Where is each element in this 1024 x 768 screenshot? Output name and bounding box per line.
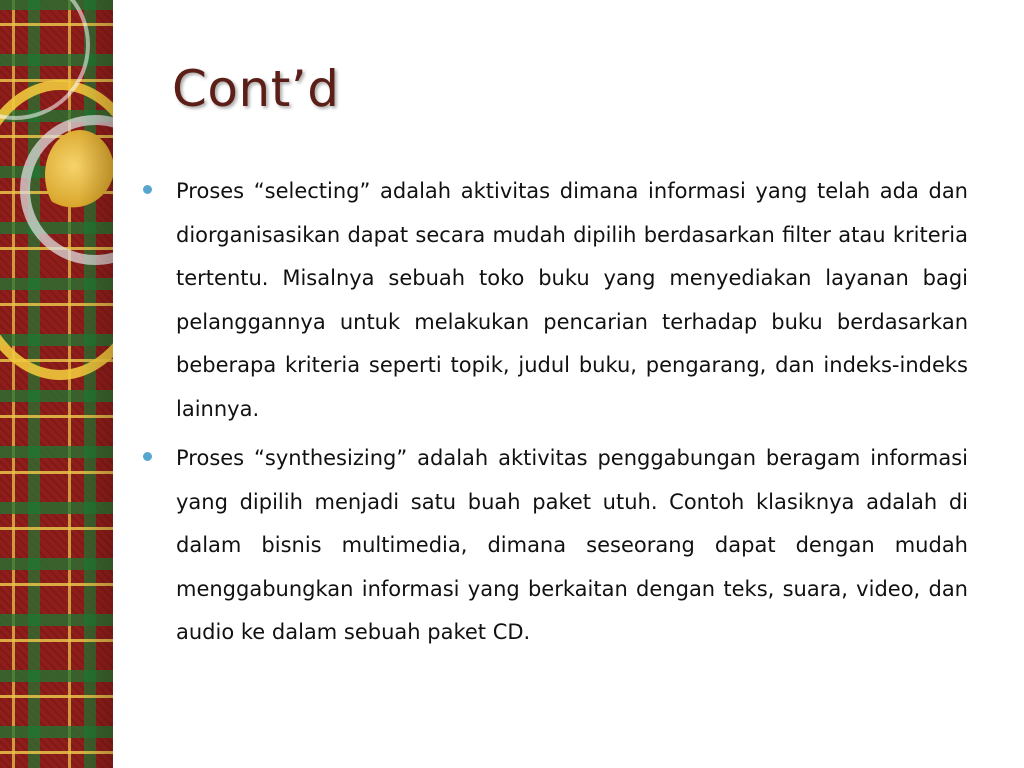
plaid-decoration: [0, 0, 113, 768]
bullet-text: Proses “selecting” adalah aktivitas dimana informasi yang telah ada dan diorganisasikan dapat secara mudah dipilih berdasarkan filter atau kriteria tertentu. Misalnya sebuah toko buku yang menyediakan layanan bagi pelanggannya untuk melakukan pencarian terhadap buku berdasarkan beberapa kriteria seperti topik, judul buku, pengarang, dan indeks-indeks lainnya.: [176, 179, 968, 421]
bullet-list: [140, 170, 968, 661]
bullet-text: Proses “synthesizing” adalah aktivitas penggabungan beragam informasi yang dipilih menjadi satu buah paket utuh. Contoh klasiknya adalah di dalam bisnis multimedia, dimana seseorang dapat dengan mudah menggabungkan informasi yang berkaitan dengan teks, suara, video, dan audio ke dalam sebuah paket CD.: [176, 446, 968, 644]
plaid-shade: [0, 0, 113, 768]
bullet-dot-icon: [143, 452, 152, 461]
slide-title: Cont’d: [172, 60, 340, 118]
bullet-item-synthesizing: [140, 437, 968, 655]
bullet-item-selecting: [140, 170, 968, 431]
bullet-dot-icon: [143, 185, 152, 194]
